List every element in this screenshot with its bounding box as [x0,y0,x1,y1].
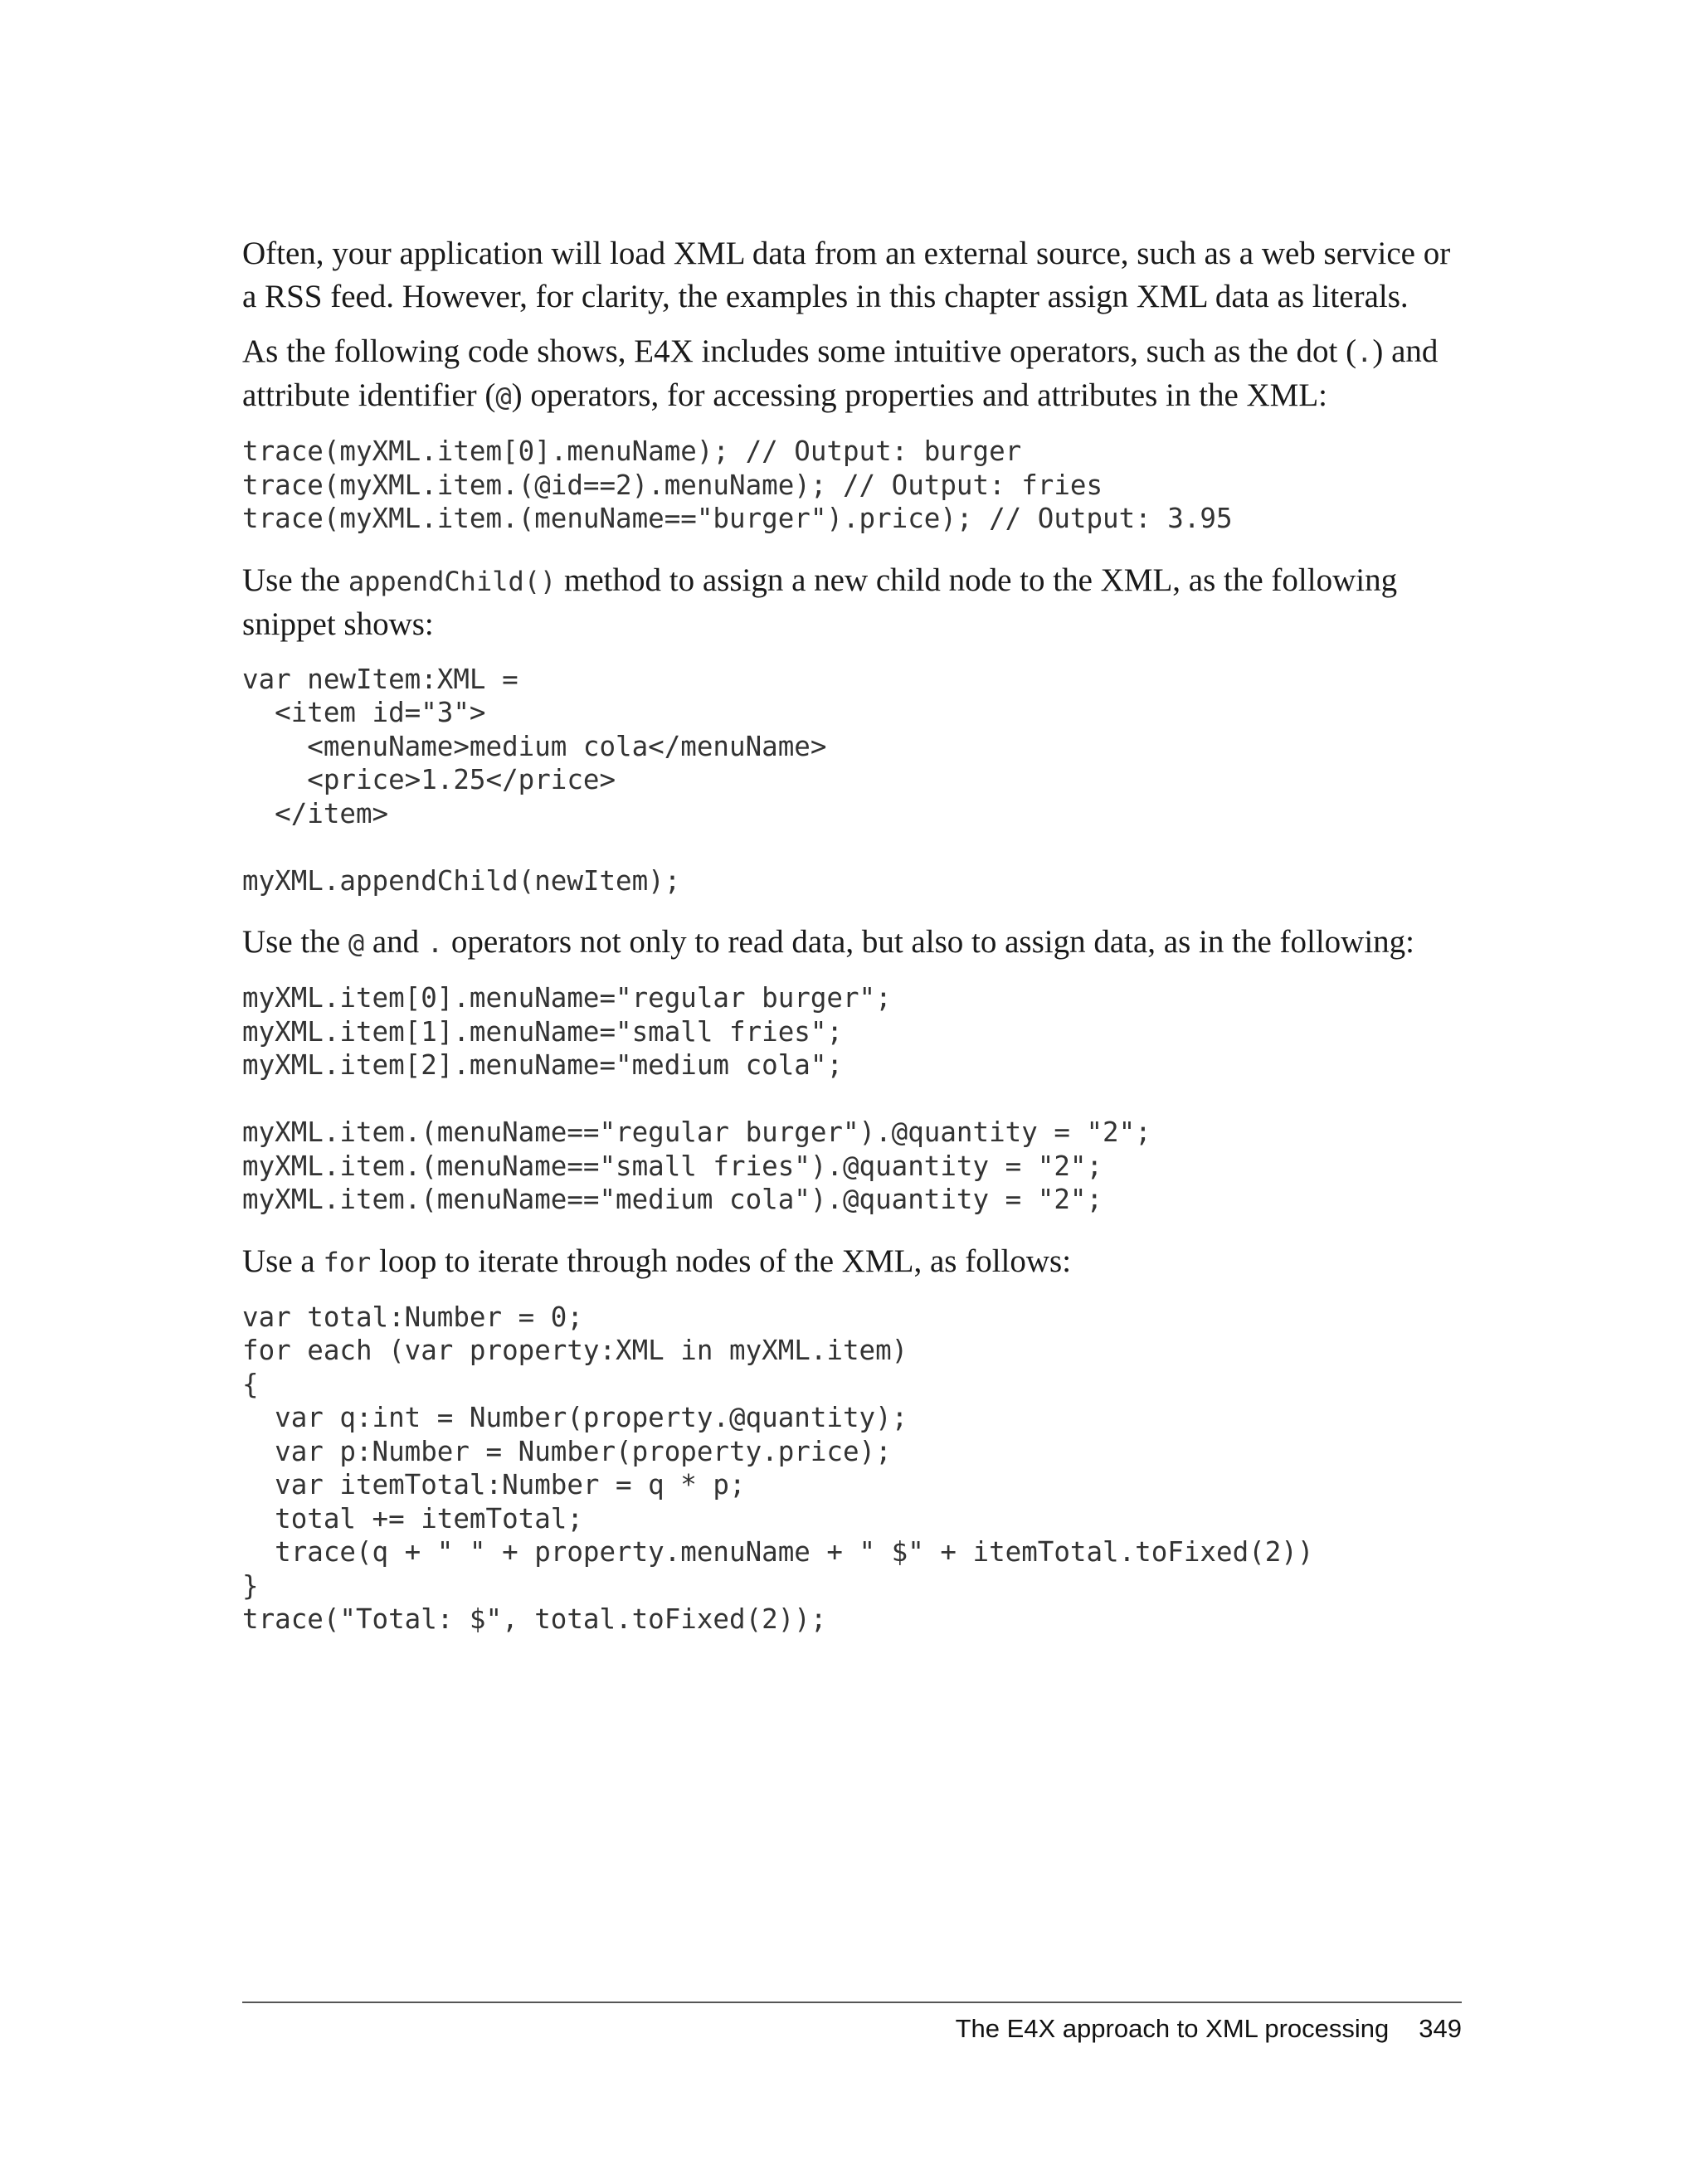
loop-text-2: loop to iterate through nodes of the XML, as follows: [371,1243,1072,1279]
at-operator-code: @ [495,381,512,412]
code-block-append: var newItem:XML = <item id="3"> <menuName>medium cola</menuName> <price>1.25</price> </item> myXML.appendChild(newItem); [242,663,827,897]
append-text-2: method to assign a new child node to the XML, as the following snippet shows: [242,562,1398,642]
assign-text-3: operators not only to read data, but also to assign data, as in the following: [443,924,1414,960]
append-child-code: appendChild() [348,565,557,597]
for-keyword-code: for [323,1246,372,1278]
page-content [242,232,1462,1660]
dot-operator-code-2: . [426,927,444,959]
page-number: 349 [1419,2014,1462,2043]
code-block-trace: trace(myXML.item[0].menuName); // Output: burger trace(myXML.item.(@id==2).menuName); // Output: fries trace(myXML.item.(menuName=="burger").price); // Output: 3.95 [242,435,1233,534]
assign-text-1: Use the [242,924,348,960]
intro-paragraph: Often, your application will load XML data from an external source, such as a web service or a RSS feed. However, for clarity, the examples in this chapter assign XML data as literals. [242,236,1451,314]
loop-paragraph [242,1240,1462,1284]
operators-text-2: ) and attribute identifier ( [242,333,1439,413]
page-footer [956,2014,1462,2044]
operators-text-1: As the following code shows, E4X includes some intuitive operators, such as the dot ( [242,333,1357,369]
running-title: The E4X approach to XML processing [955,2014,1390,2043]
at-operator-code-2: @ [348,927,365,959]
operators-paragraph [242,330,1462,418]
loop-text-1: Use a [242,1243,324,1279]
append-text-1: Use the [242,562,348,598]
dot-operator-code: . [1356,337,1373,368]
assign-text-2: and [364,924,427,960]
operators-text-3: ) operators, for accessing properties and attributes in the XML: [511,377,1328,413]
append-child-paragraph [242,559,1462,646]
footer-divider [242,2002,1462,2003]
code-block-assign: myXML.item[0].menuName="regular burger"; myXML.item[1].menuName="small fries"; myXML.item[2].menuName="medium cola"; myXML.item.(menuName=="regular burger").@quantity = "2"; myXML.item.(menuName=="small fries").@quantity = "2"; myXML.item.(menuName=="medium cola").@quantity = "2"; [242,982,1151,1215]
code-block-loop: var total:Number = 0; for each (var property:XML in myXML.item) { var q:int = Number(property.@quantity); var p:Number = Number(property.price); var itemTotal:Number = q * p; total += itemTotal; trace(q + " " + property.menuName + " $" + itemTotal.toFixed(2)) } trace("Total: $", total.toFixed(2)); [242,1301,1314,1635]
assign-paragraph [242,921,1462,965]
